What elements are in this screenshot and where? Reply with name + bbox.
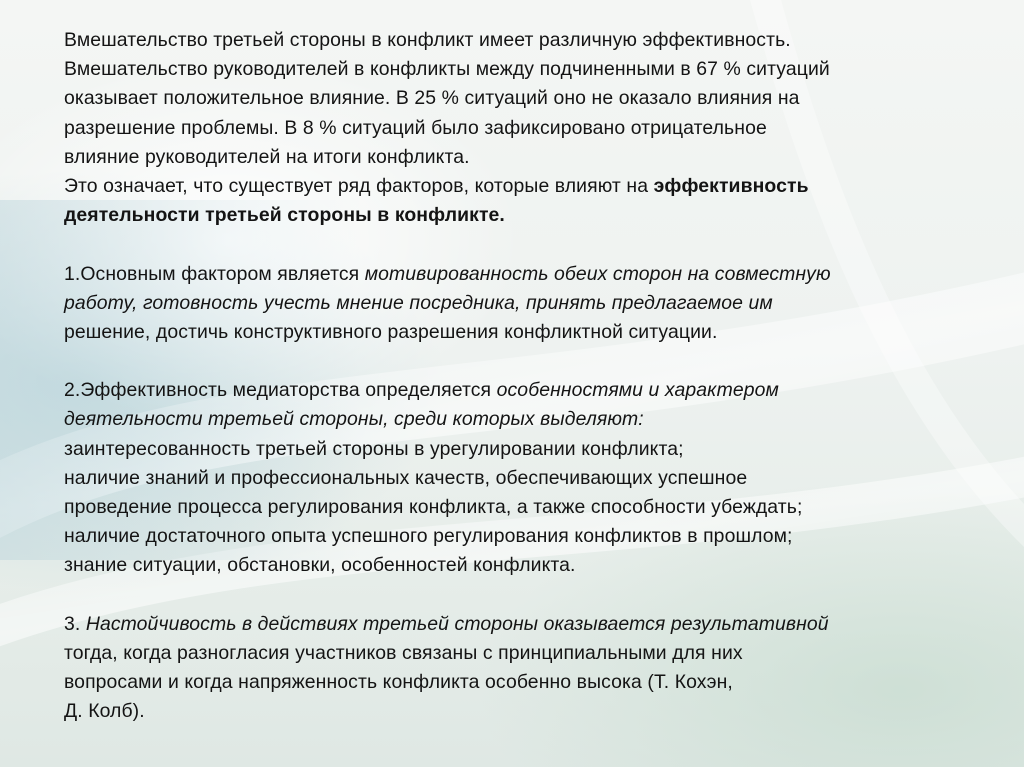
text-segment: Д. Колб). <box>64 700 145 723</box>
text-segment: знание ситуации, обстановки, особенностей конфликта. <box>64 554 576 577</box>
text-segment: влияние руководителей на итоги конфликта. <box>64 145 470 168</box>
text-segment: заинтересованность третьей стороны в урегулировании конфликта; <box>64 437 684 460</box>
text-line <box>64 55 964 84</box>
text-line <box>64 84 964 113</box>
text-segment: тогда, когда разногласия участников связаны с принципиальными для них <box>64 641 743 664</box>
text-segment: проведение процесса регулирования конфликта, а также способности убеждать; <box>64 496 803 518</box>
text-line <box>64 318 964 347</box>
text-segment: разрешение проблемы. В 8 % ситуаций было зафиксировано отрицательное <box>64 116 767 139</box>
text-line <box>64 143 964 172</box>
slide-text <box>64 26 964 727</box>
paragraph-gap <box>64 347 964 376</box>
text-segment: 3. <box>64 612 86 635</box>
text-line <box>64 172 964 201</box>
text-segment: наличие достаточного опыта успешного регулирования конфликтов в прошлом; <box>64 525 793 548</box>
text-line <box>64 26 964 55</box>
bold-text: деятельности третьей стороны в конфликте. <box>64 204 505 227</box>
text-line <box>64 289 964 318</box>
text-segment: оказывает положительное влияние. В 25 % ситуаций оно не оказало влияния на <box>64 87 800 110</box>
text-segment: Вмешательство третьей стороны в конфликт имеет различную эффективность. <box>64 29 791 51</box>
text-segment: решение, достичь конструктивного разрешения конфликтной ситуации. <box>64 320 718 343</box>
text-line <box>64 493 964 522</box>
italic-text: Настойчивость в действиях третьей стороны оказывается результативной <box>85 612 829 635</box>
text-segment: вопросами и когда напряженность конфликта особенно высока (Т. Кохэн, <box>64 671 733 694</box>
text-line <box>64 376 964 405</box>
text-segment: 2.Эффективность медиаторства определяется <box>64 379 497 402</box>
text-line <box>64 435 964 464</box>
text-line <box>64 668 964 697</box>
text-line <box>64 697 964 726</box>
text-line <box>64 522 964 551</box>
text-segment: 1.Основным фактором является <box>64 262 365 285</box>
text-line <box>64 405 964 434</box>
italic-text: мотивированность обеих сторон на совместную <box>364 262 831 285</box>
text-segment: наличие знаний и профессиональных качеств, обеспечивающих успешное <box>64 466 748 489</box>
paragraph-gap <box>64 230 964 259</box>
text-segment: Это означает, что существует ряд факторов, которые влияют на <box>64 174 654 197</box>
text-line <box>64 201 964 230</box>
text-line <box>64 639 964 668</box>
paragraph-gap <box>64 581 964 610</box>
text-line <box>64 551 964 580</box>
text-line <box>64 464 964 493</box>
italic-text: работу, готовность учесть мнение посредника, принять предлагаемое им <box>64 291 773 314</box>
text-line <box>64 610 964 639</box>
text-line <box>64 260 964 289</box>
italic-text: деятельности третьей стороны, среди которых выделяют: <box>64 408 644 431</box>
text-line <box>64 114 964 143</box>
italic-text: особенностями и характером <box>496 379 779 402</box>
text-segment: Вмешательство руководителей в конфликты между подчиненными в 67 % ситуаций <box>64 58 830 81</box>
bold-text: эффективность <box>653 174 809 197</box>
